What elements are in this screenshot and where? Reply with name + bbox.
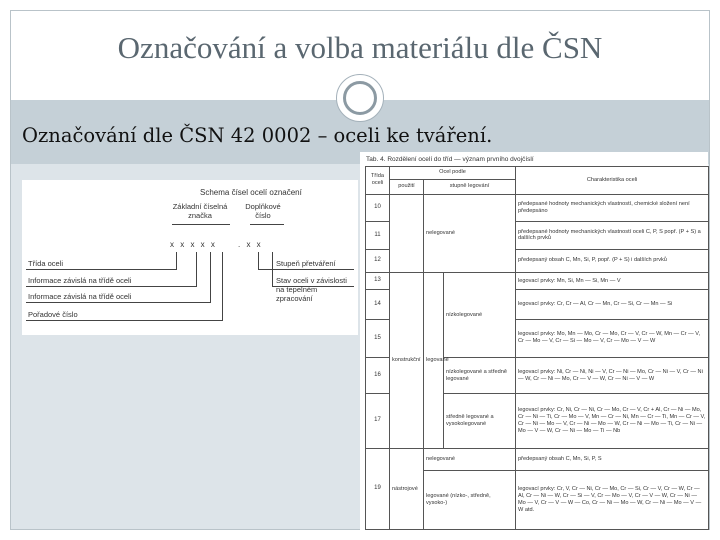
characteristic-cell: legovací prvky: Cr, V, Cr — Ni, Cr — Mo, Cr — Si, Cr — V, Cr — W, Cr — Al, Cr — Ni — W, Cr — Si — V, Cr — Mo — V, Cr — V — W, Cr — Ni — Mo — V, Cr — V — W — Co, Cr — Ni — Mo — W, Cr — Ni — Mo — V — W atd. bbox=[516, 470, 709, 530]
schema-left-label: Informace závislá na třídě oceli bbox=[28, 292, 132, 301]
alloy-low: nízkolegované bbox=[444, 273, 516, 358]
class-number: 16 bbox=[366, 358, 390, 394]
table-caption: Tab. 4. Rozdělení ocelí do tříd — význam prvního dvojčíslí bbox=[366, 156, 534, 163]
schema-heading: Schema čísel ocelí označení bbox=[200, 188, 302, 197]
brace-supplementary bbox=[250, 224, 284, 225]
characteristic-cell: legovací prvky: Mn, Si, Mn — Si, Mn — V bbox=[516, 273, 709, 290]
characteristic-cell: předepsaný obsah C, Mn, Si, P, S bbox=[516, 449, 709, 470]
leader-line bbox=[210, 252, 211, 303]
header-group: Ocel podle bbox=[390, 167, 516, 180]
class-number: 10 bbox=[366, 194, 390, 222]
slide-subtitle: Označování dle ČSN 42 0002 – oceli ke tváření. bbox=[22, 124, 493, 147]
leader-line bbox=[272, 252, 273, 287]
supplementary-number-label: Doplňkové číslo bbox=[245, 202, 281, 220]
class-number: 15 bbox=[366, 319, 390, 357]
schema-left-label: Informace závislá na třídě oceli bbox=[28, 276, 132, 285]
class-number: 11 bbox=[366, 222, 390, 250]
schema-right-label: Stav oceli v závislosti na tepelném zpracování bbox=[276, 276, 347, 303]
characteristic-cell: předepsané hodnoty mechanických vlastností oceli C, P, S popř. (P + S) a dalších prvků bbox=[516, 222, 709, 250]
basic-number-label: Základní číselná značka bbox=[172, 202, 228, 220]
characteristic-cell: legovací prvky: Cr, Cr — Al, Cr — Mn, Cr — Si, Cr — Mn — Si bbox=[516, 290, 709, 320]
header-class: Třída oceli bbox=[366, 167, 390, 195]
use-tool: nástrojové bbox=[390, 449, 424, 530]
characteristic-cell: legovací prvky: Cr, Ni, Cr — Ni, Cr — Mo, Cr — V, Cr + Al, Cr — Ni — Mo, Cr — Ni — Ti, Cr — Mo — V, Mn — Cr — Ni, Mn — Cr — Ti, Mn — Cr — V, Cr — Ni — Mo — V, Cr — Ni — Mo — W, Cr — Ni — Mo — Ti, Cr — Ni — Mo — V — W, Cr — Ni — Mo — Ti — Nb bbox=[516, 394, 709, 449]
schema-left-label: Pořadové číslo bbox=[28, 310, 78, 319]
decorative-ring bbox=[343, 81, 377, 115]
leader-line bbox=[258, 252, 259, 270]
alloy-unalloyed: nelegované bbox=[424, 194, 516, 273]
leader-line bbox=[26, 286, 196, 287]
leader-line bbox=[26, 302, 210, 303]
class-number: 19 bbox=[366, 449, 390, 530]
leader-line bbox=[26, 320, 222, 321]
class-number: 12 bbox=[366, 249, 390, 272]
characteristic-cell: legovací prvky: Ni, Cr — Ni, Ni — V, Cr — Ni — Mo, Cr — Ni — V, Cr — Ni — W, Cr — Ni — Mo, Cr — V — W, Cr — Ni — V — W bbox=[516, 358, 709, 394]
characteristic-cell: předepsané hodnoty mechanických vlastností, chemické složení není předepsáno bbox=[516, 194, 709, 222]
header-use: použití bbox=[390, 179, 424, 194]
steel-class-table-image bbox=[360, 152, 708, 530]
leader-line bbox=[196, 252, 197, 287]
alloy-unalloyed-tool: nelegované bbox=[424, 449, 516, 470]
schema-image bbox=[22, 180, 358, 335]
class-number: 17 bbox=[366, 394, 390, 449]
supplementary-digits: . x x bbox=[238, 240, 263, 249]
characteristic-cell: legovací prvky: Mo, Mn — Mo, Cr — Mo, Cr — V, Cr — W, Mn — Cr — V, Cr — Mo — V, Cr — Si — Mo — V, Cr — Mo — V — W bbox=[516, 319, 709, 357]
leader-line bbox=[222, 252, 223, 321]
use-cell bbox=[390, 194, 424, 273]
header-alloy: stupně legování bbox=[424, 179, 516, 194]
alloy-low-medium: nízkolegované a středně legované bbox=[444, 358, 516, 394]
alloy-alloyed-tool: legované (nízko-, středně, vysoko-) bbox=[424, 470, 516, 530]
class-number: 14 bbox=[366, 290, 390, 320]
slide-title: Označování a volba materiálu dle ČSN bbox=[117, 30, 603, 65]
basic-digits: x x x x x bbox=[170, 240, 217, 249]
leader-line bbox=[176, 252, 177, 270]
use-alloyed: legované bbox=[424, 273, 444, 449]
class-number: 13 bbox=[366, 273, 390, 290]
header-characteristic: Charakteristika oceli bbox=[516, 167, 709, 195]
alloy-medium-high: středně legované a vysokolegované bbox=[444, 394, 516, 449]
schema-right-label: Stupeň přetváření bbox=[276, 259, 336, 268]
brace-basic bbox=[172, 224, 230, 225]
steel-class-table bbox=[365, 166, 709, 530]
leader-line bbox=[26, 269, 176, 270]
use-structural: konstrukční bbox=[390, 273, 424, 449]
characteristic-cell: předepsaný obsah C, Mn, Si, P, popř. (P + S) i dalších prvků bbox=[516, 249, 709, 272]
schema-left-label: Třída oceli bbox=[28, 259, 64, 268]
